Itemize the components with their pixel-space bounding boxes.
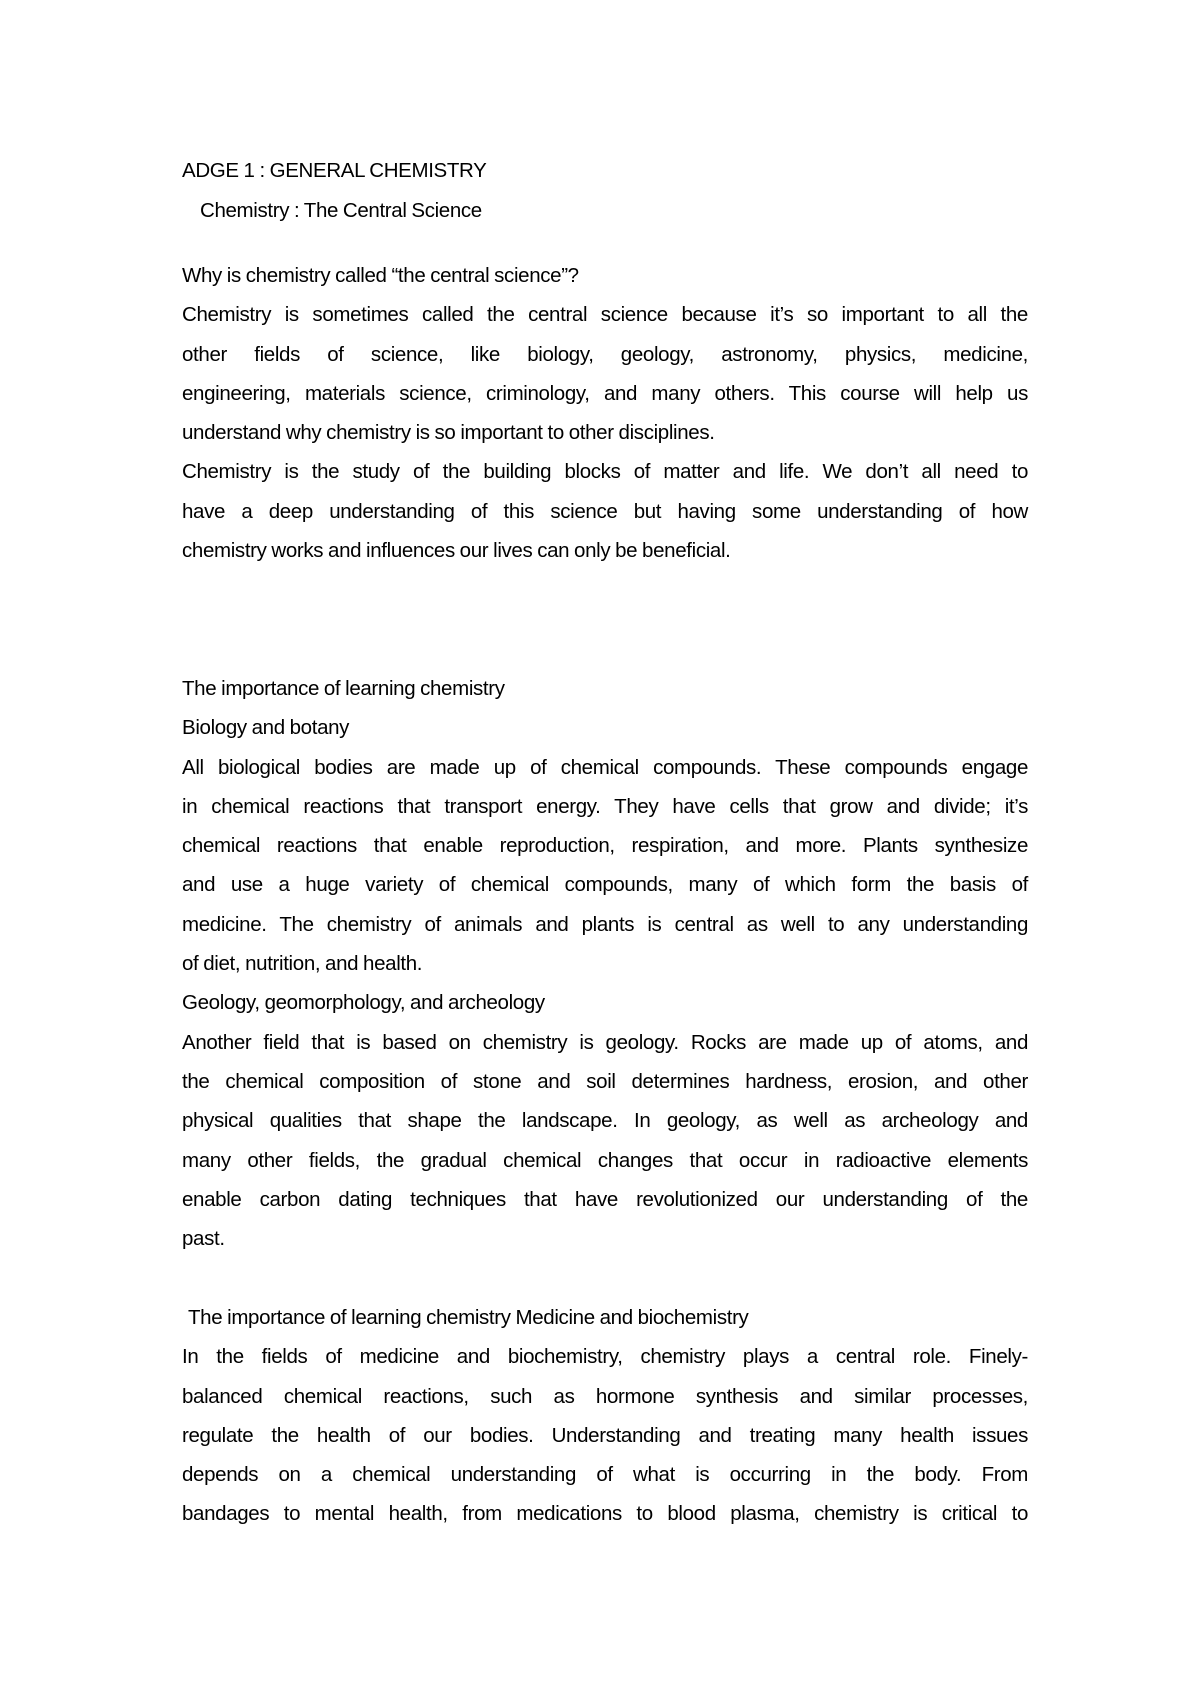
paragraph-line: medicine. The chemistry of animals and plants is central as well to any understanding (182, 912, 1028, 936)
paragraph-line: regulate the health of our bodies. Understanding and treating many health issues (182, 1423, 1028, 1447)
paragraph-line: chemical reactions that enable reproduction, respiration, and more. Plants synthesize (182, 834, 1028, 858)
subsection-heading-geology: Geology, geomorphology, and archeology (182, 991, 545, 1015)
paragraph-line: many other fields, the gradual chemical changes that occur in radioactive elements (182, 1148, 1028, 1172)
paragraph-line: balanced chemical reactions, such as hormone synthesis and similar processes, (182, 1384, 1028, 1408)
course-title: ADGE 1 : GENERAL CHEMISTRY (182, 159, 487, 182)
paragraph-line: enable carbon dating techniques that have revolutionized our understanding of the (182, 1187, 1028, 1211)
paragraph-line: Chemistry is the study of the building blocks of matter and life. We don’t all need to (182, 460, 1028, 484)
intro-section (182, 256, 1028, 570)
paragraph-line: and use a huge variety of chemical compounds, many of which form the basis of (182, 873, 1028, 897)
importance-section (182, 669, 1028, 1258)
subsection-heading-biology: Biology and botany (182, 716, 350, 740)
page-subtitle: Chemistry : The Central Science (200, 199, 482, 222)
paragraph-line: engineering, materials science, criminology, and many others. This course will help us (182, 381, 1028, 405)
paragraph-line: in chemical reactions that transport energy. They have cells that grow and divide; it’s (182, 794, 1028, 818)
paragraph-line: physical qualities that shape the landscape. In geology, as well as archeology and (182, 1109, 1028, 1133)
paragraph-line: Chemistry is sometimes called the central science because it’s so important to all the (182, 303, 1028, 327)
paragraph-line: of diet, nutrition, and health. (182, 952, 423, 976)
paragraph-line: past. (182, 1227, 225, 1251)
paragraph-line: In the fields of medicine and biochemistry, chemistry plays a central role. Finely- (182, 1345, 1028, 1369)
paragraph-line: have a deep understanding of this science but having some understanding of how (182, 499, 1028, 523)
subtitle-block (182, 198, 1028, 224)
paragraph-line: All biological bodies are made up of chemical compounds. These compounds engage (182, 755, 1028, 779)
paragraph-line: bandages to mental health, from medications to blood plasma, chemistry is critical to (182, 1502, 1028, 1526)
paragraph-line: other fields of science, like biology, geology, astronomy, physics, medicine, (182, 342, 1028, 366)
paragraph-line: the chemical composition of stone and soil determines hardness, erosion, and other (182, 1069, 1028, 1093)
section-heading: The importance of learning chemistry (182, 677, 505, 700)
medicine-section (182, 1298, 1028, 1534)
section-heading-medicine: The importance of learning chemistry Medicine and biochemistry (188, 1306, 749, 1329)
paragraph-line: chemistry works and influences our lives can only be beneficial. (182, 539, 731, 563)
intro-question: Why is chemistry called “the central science”? (182, 264, 579, 287)
paragraph-line: depends on a chemical understanding of what is occurring in the body. From (182, 1463, 1028, 1487)
paragraph-line: understand why chemistry is so important to other disciplines. (182, 421, 715, 445)
paragraph-line: Another field that is based on chemistry is geology. Rocks are made up of atoms, and (182, 1030, 1028, 1054)
title-block (182, 158, 1028, 184)
